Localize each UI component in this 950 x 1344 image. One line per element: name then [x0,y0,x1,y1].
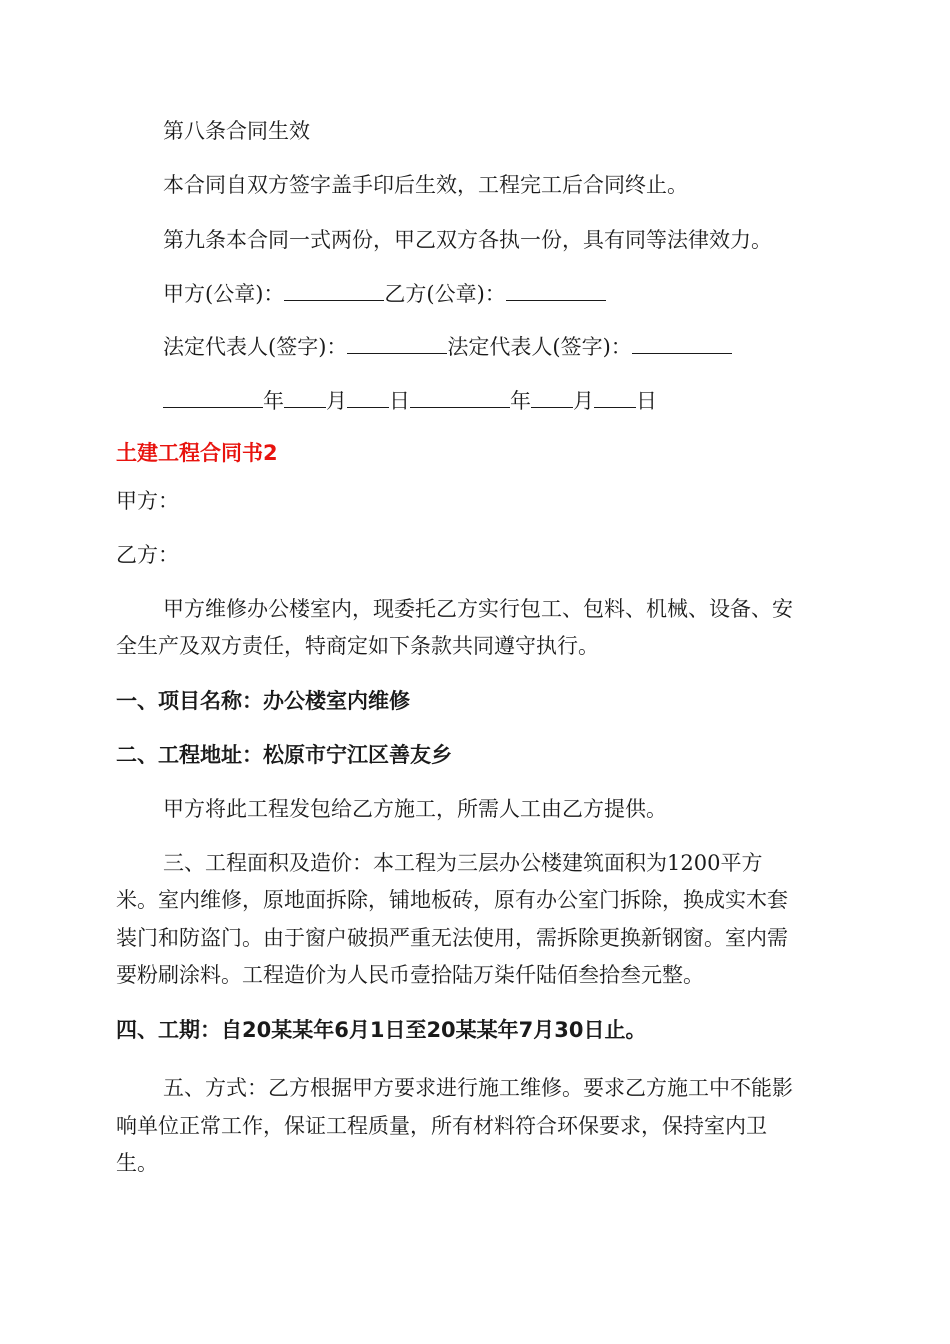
article-8-title: 第八条合同生效 [163,119,310,143]
item-3-line: 米。室内维修，原地面拆除，铺地板砖，原有办公室门拆除，换成实木套 [116,888,788,912]
item-5-line: 生。 [116,1151,158,1175]
year-label: 年 [510,389,531,413]
party-a-year-blank[interactable] [163,389,263,408]
article-8-body: 本合同自双方签字盖手印后生效，工程完工后合同终止。 [163,173,688,197]
party-b-year-blank[interactable] [410,389,510,408]
day-label: 日 [636,389,657,413]
party-b-seal-blank[interactable] [506,282,606,301]
date-line [163,388,657,414]
party-b-day-blank[interactable] [594,389,636,408]
party-b-seal-label: 乙方(公章)： [384,282,506,306]
month-label: 月 [326,389,347,413]
party-b-rep-blank[interactable] [632,335,732,354]
party-a-seal-blank[interactable] [284,282,384,301]
representative-signature-line [163,334,732,360]
month-label: 月 [573,389,594,413]
section-title: 土建工程合同书2 [116,441,278,465]
item-5-line: 五、方式：乙方根据甲方要求进行施工维修。要求乙方施工中不能影 [163,1076,793,1100]
party-a-day-blank[interactable] [347,389,389,408]
party-a-month-blank[interactable] [284,389,326,408]
item-1-project-name: 一、项目名称：办公楼室内维修 [116,689,410,713]
party-b-label: 乙方： [116,543,179,567]
item-5-line: 响单位正常工作，保证工程质量，所有材料符合环保要求，保持室内卫 [116,1114,767,1138]
party-a-label: 甲方： [116,489,179,513]
party-b-rep-label: 法定代表人(签字)： [447,335,632,359]
item-2-note: 甲方将此工程发包给乙方施工，所需人工由乙方提供。 [163,797,667,821]
item-3-line: 三、工程面积及造价：本工程为三层办公楼建筑面积为1200平方 [163,851,763,875]
intro-paragraph-line: 全生产及双方责任，特商定如下条款共同遵守执行。 [116,634,599,658]
seal-signature-line [163,281,606,307]
day-label: 日 [389,389,410,413]
party-a-rep-blank[interactable] [347,335,447,354]
party-a-seal-label: 甲方(公章)： [163,282,285,306]
year-label: 年 [263,389,284,413]
intro-paragraph-line: 甲方维修办公楼室内，现委托乙方实行包工、包料、机械、设备、安 [163,597,793,621]
item-3-line: 装门和防盗门。由于窗户破损严重无法使用，需拆除更换新钢窗。室内需 [116,926,788,950]
party-b-month-blank[interactable] [531,389,573,408]
item-4-schedule: 四、工期：自20某某年6月1日至20某某年7月30日止。 [116,1018,647,1042]
article-9: 第九条本合同一式两份，甲乙双方各执一份，具有同等法律效力。 [163,228,772,252]
party-a-rep-label: 法定代表人(签字)： [163,335,348,359]
item-3-line: 要粉刷涂料。工程造价为人民币壹拾陆万柒仟陆佰叁拾叁元整。 [116,963,704,987]
item-2-project-address: 二、工程地址：松原市宁江区善友乡 [116,743,452,767]
